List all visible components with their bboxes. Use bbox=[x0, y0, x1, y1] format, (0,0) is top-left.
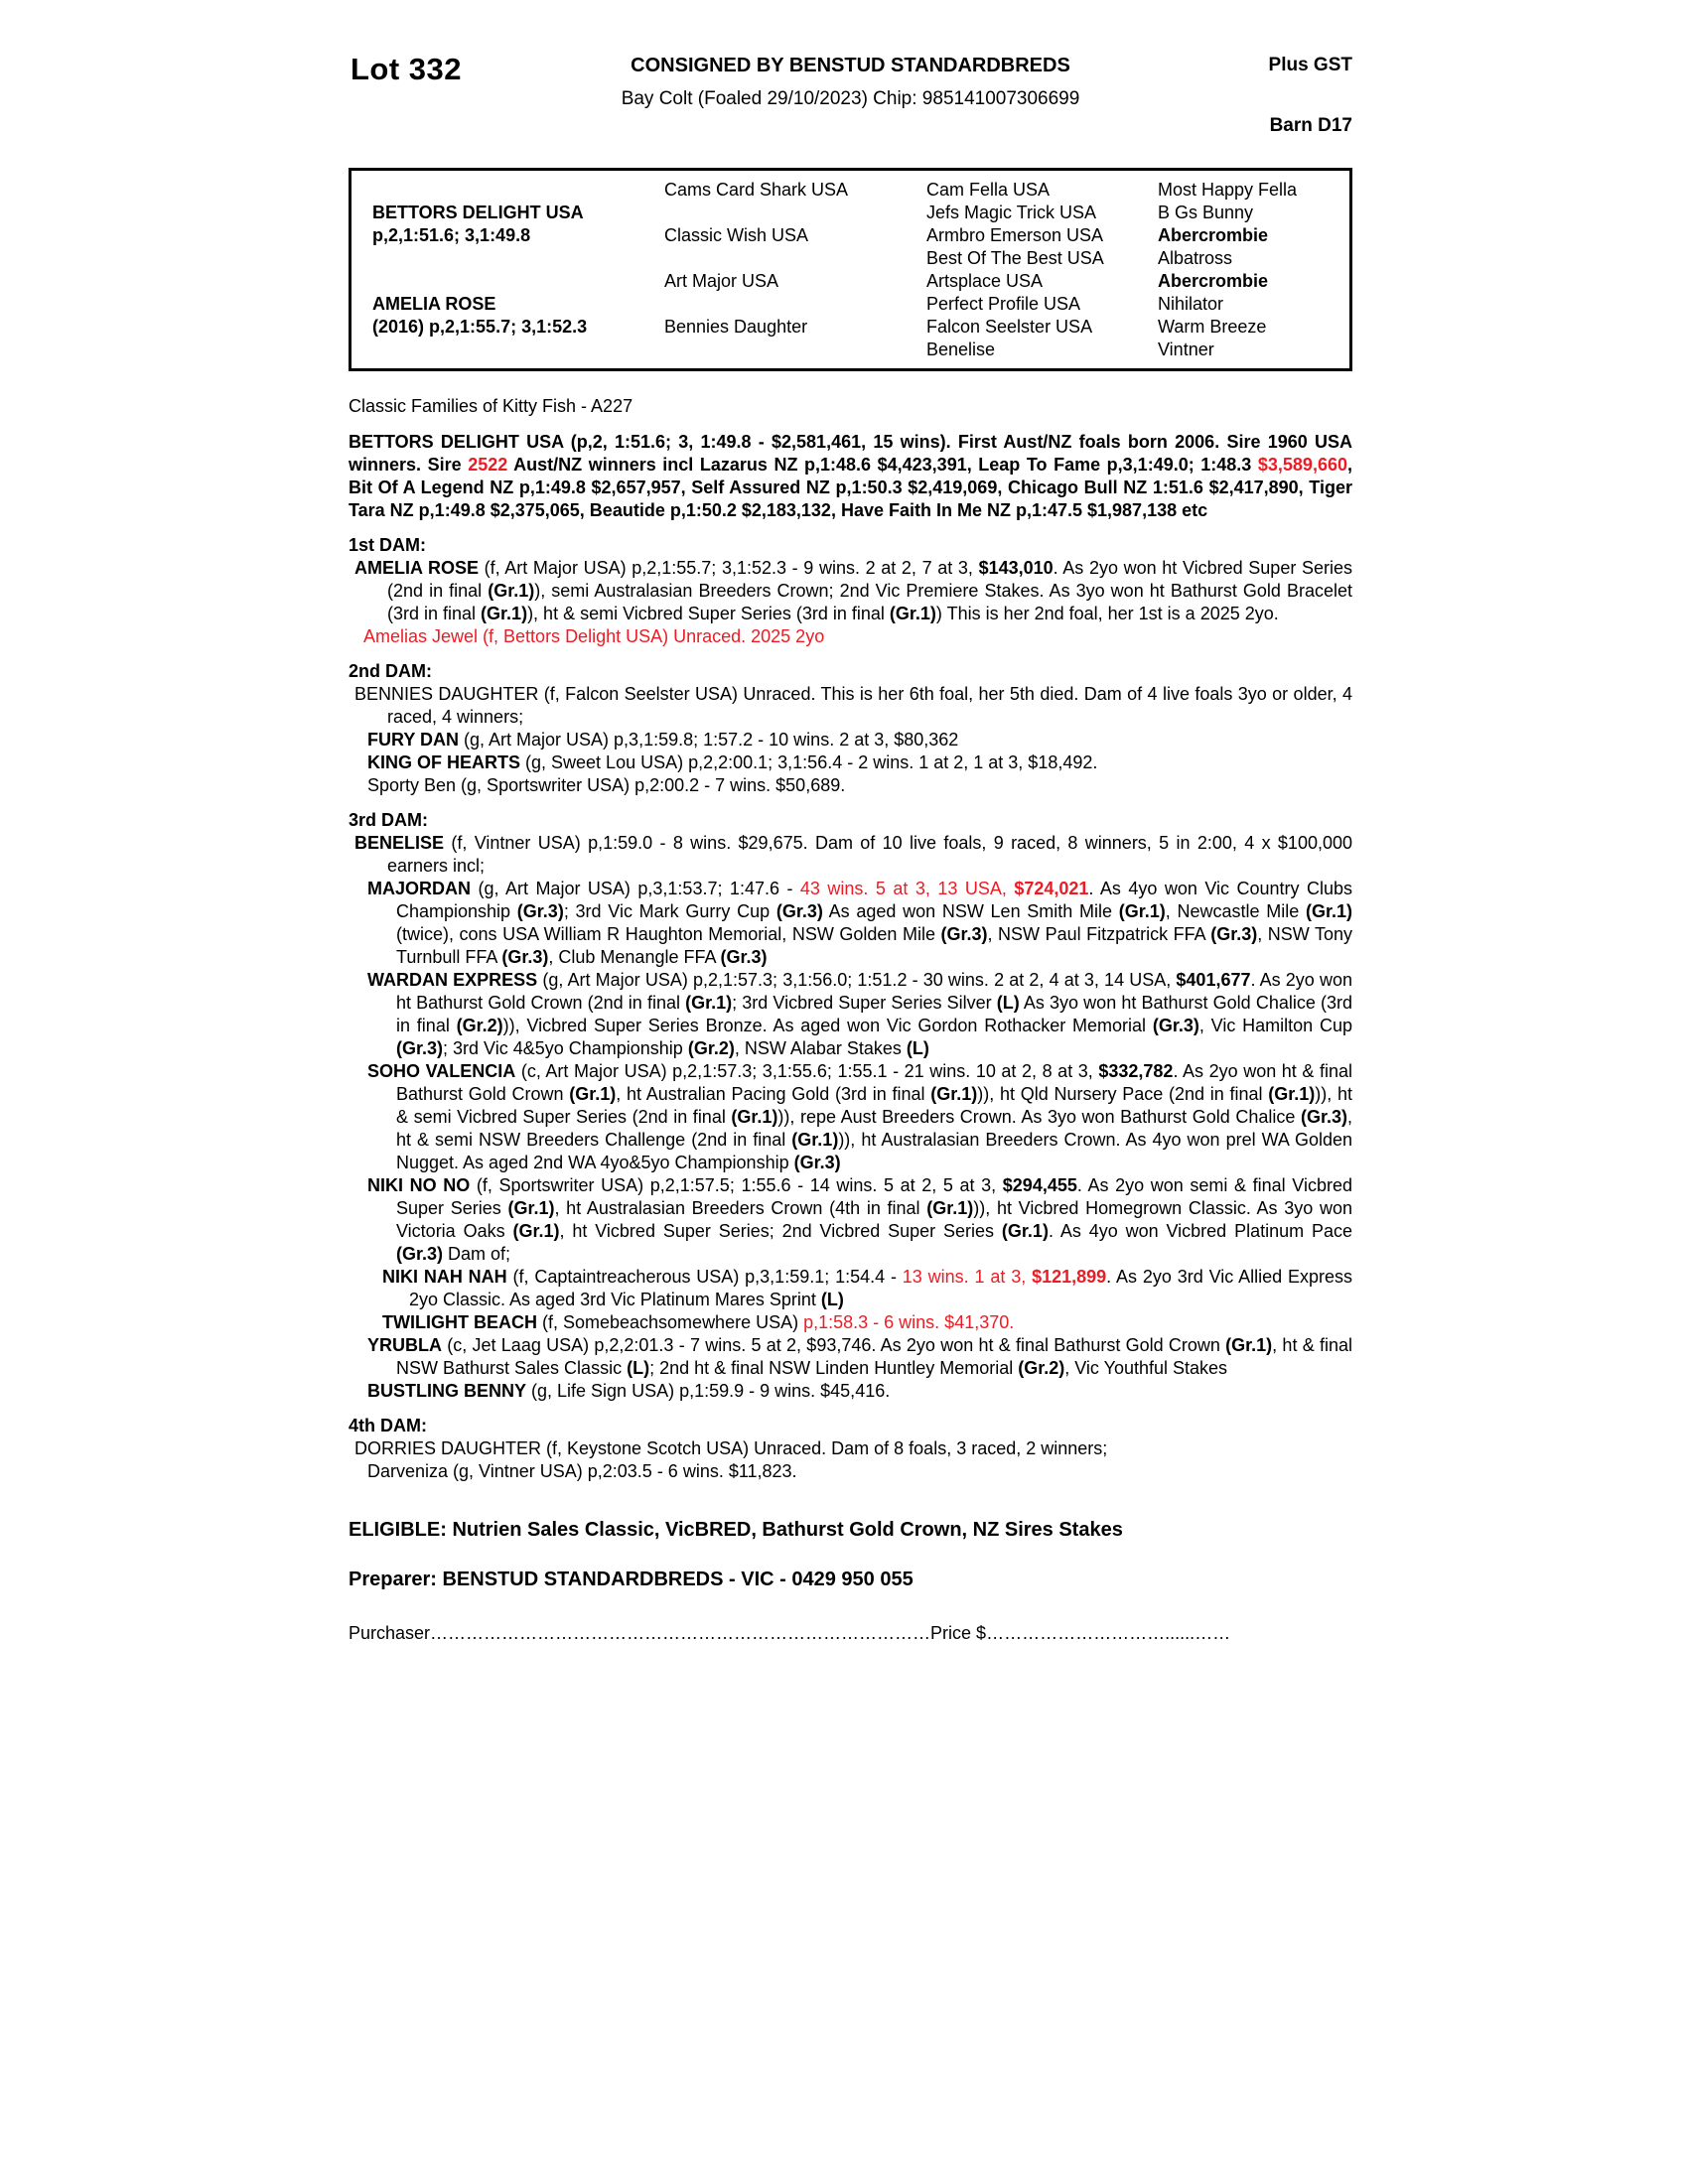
pedigree-cell: Abercrombie bbox=[1158, 270, 1269, 291]
pedigree-cell: Perfect Profile USA bbox=[926, 293, 1081, 314]
pedigree-cell: Jefs Magic Trick USA bbox=[926, 203, 1097, 223]
pedigree-cell: (2016) p,2,1:55.7; 3,1:52.3 bbox=[372, 316, 588, 337]
para-soho-valencia: SOHO VALENCIA (c, Art Major USA) p,2,1:57.3; 3,1:55.6; 1:55.1 - 21 wins. 10 at 2, 8 at 3, $332,782. As 2yo won ht & final Bathurst Gold Crown (Gr.1), ht Australian Pacing Gold (3rd in final (Gr.1))), ht Qld Nursery Pace (2nd in final (Gr.1))), ht & semi Vicbred Super Series (2nd in final (Gr.1))), repe Aust Breeders Crown. As 3yo won Bathurst Gold Chalice (Gr.3), ht & semi NSW Breeders Challenge (2nd in final (Gr.1))), ht Australasian Breeders Crown. As 4yo won prel WA Golden Nugget. As aged 2nd WA 4yo&5yo Championship (Gr.3) bbox=[367, 1061, 1352, 1172]
consigned-title: CONSIGNED BY BENSTUD STANDARDBREDS bbox=[631, 55, 1070, 76]
para-bustling-benny: BUSTLING BENNY (g, Life Sign USA) p,1:59.9 - 9 wins. $45,416. bbox=[367, 1381, 891, 1401]
pedigree-cell: B Gs Bunny bbox=[1158, 203, 1254, 223]
plus-gst-label: Plus GST bbox=[1268, 55, 1352, 75]
pedigree-cell: Classic Wish USA bbox=[664, 225, 809, 246]
para-sporty-ben: Sporty Ben (g, Sportswriter USA) p,2:00.2 - 7 wins. $50,689. bbox=[367, 775, 846, 795]
heading-3rd-dam: 3rd DAM: bbox=[349, 810, 428, 830]
heading-4th-dam: 4th DAM: bbox=[349, 1416, 427, 1435]
pedigree-cell: Art Major USA bbox=[664, 270, 779, 291]
para-niki-nah-nah: NIKI NAH NAH (f, Captaintreacherous USA) p,3,1:59.1; 1:54.4 - 13 wins. 1 at 3, $121,899. As 2yo 3rd Vic Allied Express 2yo Classic. As aged 3rd Vic Platinum Mares Sprint (L) bbox=[382, 1267, 1352, 1309]
para-amelias-jewel: Amelias Jewel (f, Bettors Delight USA) Unraced. 2025 2yo bbox=[363, 626, 825, 646]
header-center bbox=[349, 50, 1352, 111]
para-king-of-hearts: KING OF HEARTS (g, Sweet Lou USA) p,2,2:00.1; 3,1:56.4 - 2 wins. 1 at 2, 1 at 3, $18,492. bbox=[367, 752, 1098, 772]
pedigree-cell: Best Of The Best USA bbox=[926, 248, 1104, 269]
para-niki-no-no: NIKI NO NO (f, Sportswriter USA) p,2,1:57.5; 1:55.6 - 14 wins. 5 at 2, 5 at 3, $294,455. As 2yo won semi & final Vicbred Super Series (Gr.1), ht Australasian Breeders Crown (4th in final (Gr.1))), ht Vicbred Homegrown Classic. As 3yo won Victoria Oaks (Gr.1), ht Vicbred Super Series; 2nd Vicbred Super Series (Gr.1). As 4yo won Vicbred Platinum Pace (Gr.3) Dam of; bbox=[367, 1175, 1353, 1264]
pedigree-cell: AMELIA ROSE bbox=[372, 293, 496, 314]
barn-label: Barn D17 bbox=[1269, 115, 1352, 136]
pedigree-cell: Cam Fella USA bbox=[926, 180, 1051, 201]
pedigree-cell: Vintner bbox=[1158, 339, 1214, 359]
header-right bbox=[1269, 54, 1352, 138]
catalog-page bbox=[349, 50, 1352, 1645]
para-classic-families: Classic Families of Kitty Fish - A227 bbox=[349, 396, 633, 416]
para-majordan: MAJORDAN (g, Art Major USA) p,3,1:53.7; 1:47.6 - 43 wins. 5 at 3, 13 USA, $724,021. As 4yo won Vic Country Clubs Championship (Gr.3); 3rd Vic Mark Gurry Cup (Gr.3) As aged won NSW Len Smith Mile (Gr.1), Newcastle Mile (Gr.1) (twice), cons USA William R Haughton Memorial, NSW Golden Mile (Gr.3), NSW Paul Fitzpatrick FFA (Gr.3), NSW Tony Turnbull FFA (Gr.3), Club Menangle FFA (Gr.3) bbox=[367, 879, 1353, 967]
para-benelise: BENELISE (f, Vintner USA) p,1:59.0 - 8 wins. $29,675. Dam of 10 live foals, 9 raced, 8 winners, 5 in 2:00, 4 x $100,000 earners incl; bbox=[354, 833, 1352, 876]
para-bennies-daughter: BENNIES DAUGHTER (f, Falcon Seelster USA) Unraced. This is her 6th foal, her 5th died. Dam of 4 live foals 3yo or older, 4 raced, 4 winners; bbox=[354, 684, 1352, 727]
para-sire: BETTORS DELIGHT USA (p,2, 1:51.6; 3, 1:49.8 - $2,581,461, 15 wins). First Aust/NZ foals born 2006. Sire 1960 USA winners. Sire 2522 Aust/NZ winners incl Lazarus NZ p,1:48.6 $4,423,391, Leap To Fame p,3,1:49.0; 1:48.3 $3,589,660, Bit Of A Legend NZ p,1:49.8 $2,657,957, Self Assured NZ p,1:50.3 $2,419,069, Chicago Bull NZ 1:51.6 $2,417,890, Tiger Tara NZ p,1:49.8 $2,375,065, Beautide p,1:50.2 $2,183,132, Have Faith In Me NZ p,1:47.5 $1,987,138 etc bbox=[349, 432, 1352, 520]
page-header bbox=[349, 50, 1352, 168]
para-twilight-beach: TWILIGHT BEACH (f, Somebeachsomewhere USA) p,1:58.3 - 6 wins. $41,370. bbox=[382, 1312, 1015, 1332]
pedigree-cell: Falcon Seelster USA bbox=[926, 316, 1093, 337]
para-yrubla: YRUBLA (c, Jet Laag USA) p,2,2:01.3 - 7 wins. 5 at 2, $93,746. As 2yo won ht & final Bathurst Gold Crown (Gr.1), ht & final NSW Bathurst Sales Classic (L); 2nd ht & final NSW Linden Huntley Memorial (Gr.2), Vic Youthful Stakes bbox=[367, 1335, 1352, 1378]
para-amelia-rose: AMELIA ROSE (f, Art Major USA) p,2,1:55.7; 3,1:52.3 - 9 wins. 2 at 2, 7 at 3, $143,010. As 2yo won ht Vicbred Super Series (2nd in final (Gr.1)), semi Australasian Breeders Crown; 2nd Vic Premiere Stakes. As 3yo won ht Bathurst Gold Bracelet (3rd in final (Gr.1)), ht & semi Vicbred Super Series (3rd in final (Gr.1)) This is her 2nd foal, her 1st is a 2025 2yo. bbox=[354, 558, 1353, 623]
pedigree-cell: Artsplace USA bbox=[926, 270, 1044, 291]
pedigree-cell: Albatross bbox=[1158, 248, 1233, 269]
heading-2nd-dam: 2nd DAM: bbox=[349, 661, 432, 681]
para-wardan-express: WARDAN EXPRESS (g, Art Major USA) p,2,1:57.3; 3,1:56.0; 1:51.2 - 30 wins. 2 at 2, 4 at 3, 14 USA, $401,677. As 2yo won ht Bathurst Gold Crown (2nd in final (Gr.1); 3rd Vicbred Super Series Silver (L) As 3yo won ht Bathurst Gold Chalice (3rd in final (Gr.2))), Vicbred Super Series Bronze. As aged won Vic Gordon Rothacker Memorial (Gr.3), Vic Hamilton Cup (Gr.3); 3rd Vic 4&5yo Championship (Gr.2), NSW Alabar Stakes (L) bbox=[367, 970, 1352, 1058]
horse-description: Bay Colt (Foaled 29/10/2023) Chip: 985141007306699 bbox=[621, 88, 1080, 109]
para-purchaser: Purchaser…………………………………………………………………………Price $…………………………......…… bbox=[349, 1623, 1231, 1643]
para-fury-dan: FURY DAN (g, Art Major USA) p,3,1:59.8; 1:57.2 - 10 wins. 2 at 3, $80,362 bbox=[367, 730, 959, 750]
pedigree-table bbox=[349, 168, 1352, 371]
pedigree-cell: Nihilator bbox=[1158, 293, 1224, 314]
lot-number: Lot 332 bbox=[351, 52, 463, 86]
para-eligible: ELIGIBLE: Nutrien Sales Classic, VicBRED, Bathurst Gold Crown, NZ Sires Stakes bbox=[349, 1519, 1123, 1541]
pedigree-cell: Cams Card Shark USA bbox=[664, 180, 849, 201]
heading-1st-dam: 1st DAM: bbox=[349, 535, 427, 555]
pedigree-cell: p,2,1:51.6; 3,1:49.8 bbox=[372, 225, 531, 246]
pedigree-cell: Abercrombie bbox=[1158, 225, 1269, 246]
para-dorries-daughter: DORRIES DAUGHTER (f, Keystone Scotch USA) Unraced. Dam of 8 foals, 3 raced, 2 winners; bbox=[354, 1438, 1108, 1458]
para-darveniza: Darveniza (g, Vintner USA) p,2:03.5 - 6 wins. $11,823. bbox=[367, 1461, 797, 1481]
pedigree-cell: Benelise bbox=[926, 339, 996, 359]
pedigree-cell: Most Happy Fella bbox=[1158, 180, 1298, 201]
para-preparer: Preparer: BENSTUD STANDARDBREDS - VIC - 0429 950 055 bbox=[349, 1569, 914, 1590]
pedigree-cell: Armbro Emerson USA bbox=[926, 225, 1104, 246]
body-content bbox=[349, 395, 1352, 1645]
pedigree-cell: Bennies Daughter bbox=[664, 316, 808, 337]
pedigree-cell: BETTORS DELIGHT USA bbox=[372, 203, 584, 223]
pedigree-cell: Warm Breeze bbox=[1158, 316, 1267, 337]
